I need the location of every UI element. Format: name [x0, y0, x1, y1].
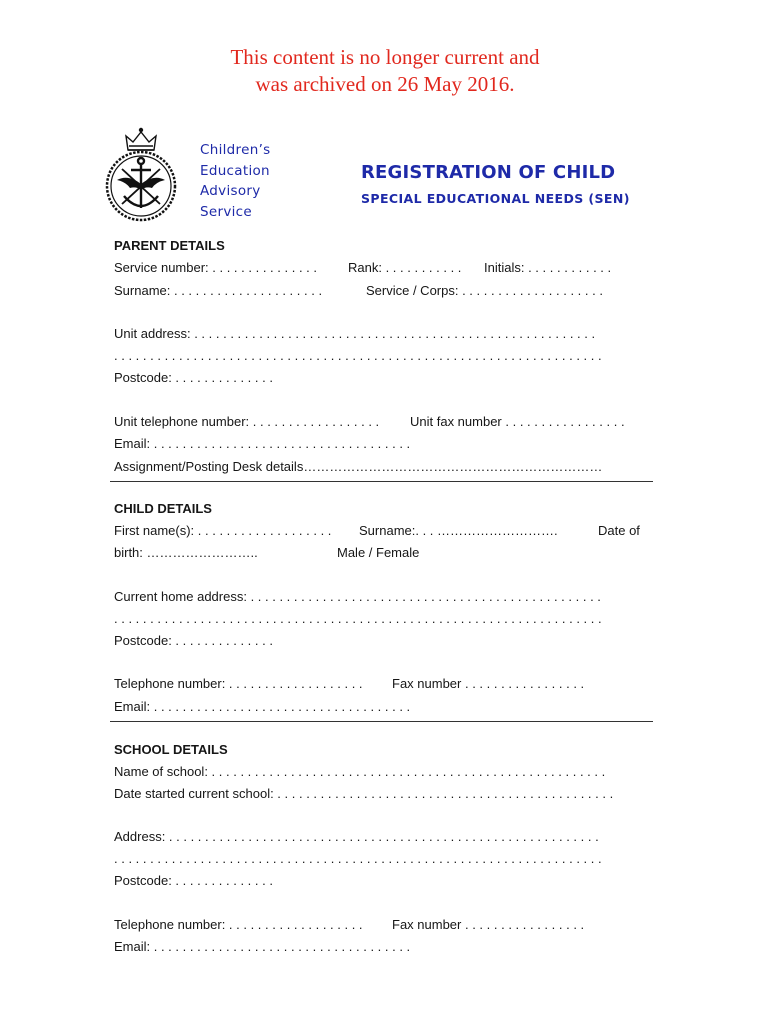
initials-field[interactable]: Initials: . . . . . . . . . . . .	[484, 260, 612, 275]
unit-address-field[interactable]: Unit address: . . . . . . . . . . . . . . . . . . . . . . . . . . . . . . . . . . . . . . . . . . . . . . . . . . . . . . . .	[114, 326, 596, 341]
child-fax-field[interactable]: Fax number . . . . . . . . . . . . . . . . .	[392, 676, 585, 691]
child-postcode-field[interactable]: Postcode: . . . . . . . . . . . . . .	[114, 633, 273, 648]
school-telephone-field[interactable]: Telephone number: . . . . . . . . . . . . . . . . . . .	[114, 917, 363, 932]
service-number-field[interactable]: Service number: . . . . . . . . . . . . . . .	[114, 260, 318, 275]
date-started-school-field[interactable]: Date started current school: . . . . . . . . . . . . . . . . . . . . . . . . . . . . . . . . . . . . . . . . . . . . . . .	[114, 786, 614, 801]
child-details-heading: CHILD DETAILS	[114, 501, 212, 516]
rank-field[interactable]: Rank: . . . . . . . . . . .	[348, 260, 462, 275]
date-of-label: Date of	[598, 523, 640, 538]
archive-notice-line-2: was archived on 26 May 2016.	[255, 72, 515, 96]
school-email-field[interactable]: Email: . . . . . . . . . . . . . . . . . . . . . . . . . . . . . . . . . . . .	[114, 939, 411, 954]
document-title: REGISTRATION OF CHILD	[361, 162, 616, 183]
unit-telephone-field[interactable]: Unit telephone number: . . . . . . . . . . . . . . . . . .	[114, 414, 380, 429]
school-name-field[interactable]: Name of school: . . . . . . . . . . . . . . . . . . . . . . . . . . . . . . . . . . . . . . . . . . . . . . . . . . . . . . .	[114, 764, 606, 779]
service-name	[200, 140, 271, 222]
school-address-continued[interactable]: . . . . . . . . . . . . . . . . . . . . . . . . . . . . . . . . . . . . . . . . . . . . . . . . . . . . . . . . . . . . . . . . . . . .	[114, 851, 602, 866]
child-first-names-field[interactable]: First name(s): . . . . . . . . . . . . . . . . . . .	[114, 523, 332, 538]
archive-notice-line-1: This content is no longer current and	[230, 45, 540, 69]
school-address-field[interactable]: Address: . . . . . . . . . . . . . . . . . . . . . . . . . . . . . . . . . . . . . . . . . . . . . . . . . . . . . . . . . . . .	[114, 829, 599, 844]
parent-email-field[interactable]: Email: . . . . . . . . . . . . . . . . . . . . . . . . . . . . . . . . . . . .	[114, 436, 411, 451]
school-postcode-field[interactable]: Postcode: . . . . . . . . . . . . . .	[114, 873, 273, 888]
assignment-posting-desk-field[interactable]: Assignment/Posting Desk details……………………………………………………………	[114, 459, 603, 474]
date-of-birth-field[interactable]: birth: ……………………..	[114, 545, 258, 560]
service-name-line: Service	[200, 203, 252, 220]
school-fax-field[interactable]: Fax number . . . . . . . . . . . . . . . . .	[392, 917, 585, 932]
school-details-heading: SCHOOL DETAILS	[114, 742, 228, 757]
child-telephone-field[interactable]: Telephone number: . . . . . . . . . . . . . . . . . . .	[114, 676, 363, 691]
service-corps-field[interactable]: Service / Corps: . . . . . . . . . . . . . . . . . . . .	[366, 283, 603, 298]
unit-address-continued[interactable]: . . . . . . . . . . . . . . . . . . . . . . . . . . . . . . . . . . . . . . . . . . . . . . . . . . . . . . . . . . . . . . . . . . . .	[114, 348, 602, 363]
home-address-continued[interactable]: . . . . . . . . . . . . . . . . . . . . . . . . . . . . . . . . . . . . . . . . . . . . . . . . . . . . . . . . . . . . . . . . . . . .	[114, 611, 602, 626]
document-subtitle: SPECIAL EDUCATIONAL NEEDS (SEN)	[361, 191, 630, 206]
child-email-field[interactable]: Email: . . . . . . . . . . . . . . . . . . . . . . . . . . . . . . . . . . . .	[114, 699, 411, 714]
unit-fax-field[interactable]: Unit fax number . . . . . . . . . . . . . . . . .	[410, 414, 625, 429]
gender-option[interactable]: Male / Female	[337, 545, 420, 560]
service-name-line: Children’s	[200, 142, 271, 158]
parent-details-heading: PARENT DETAILS	[114, 238, 225, 253]
parent-surname-field[interactable]: Surname: . . . . . . . . . . . . . . . . . . . . .	[114, 283, 323, 298]
service-name-line: Advisory	[200, 183, 261, 199]
child-surname-field[interactable]: Surname:. . . ……………………….	[359, 523, 558, 538]
service-name-line: Education	[200, 162, 270, 179]
crest-icon	[100, 124, 182, 224]
section-divider	[110, 721, 653, 722]
home-address-field[interactable]: Current home address: . . . . . . . . . . . . . . . . . . . . . . . . . . . . . . . . . . . . . . . . . . . . . . . . .	[114, 589, 601, 604]
section-divider	[110, 481, 653, 482]
parent-postcode-field[interactable]: Postcode: . . . . . . . . . . . . . .	[114, 370, 273, 385]
